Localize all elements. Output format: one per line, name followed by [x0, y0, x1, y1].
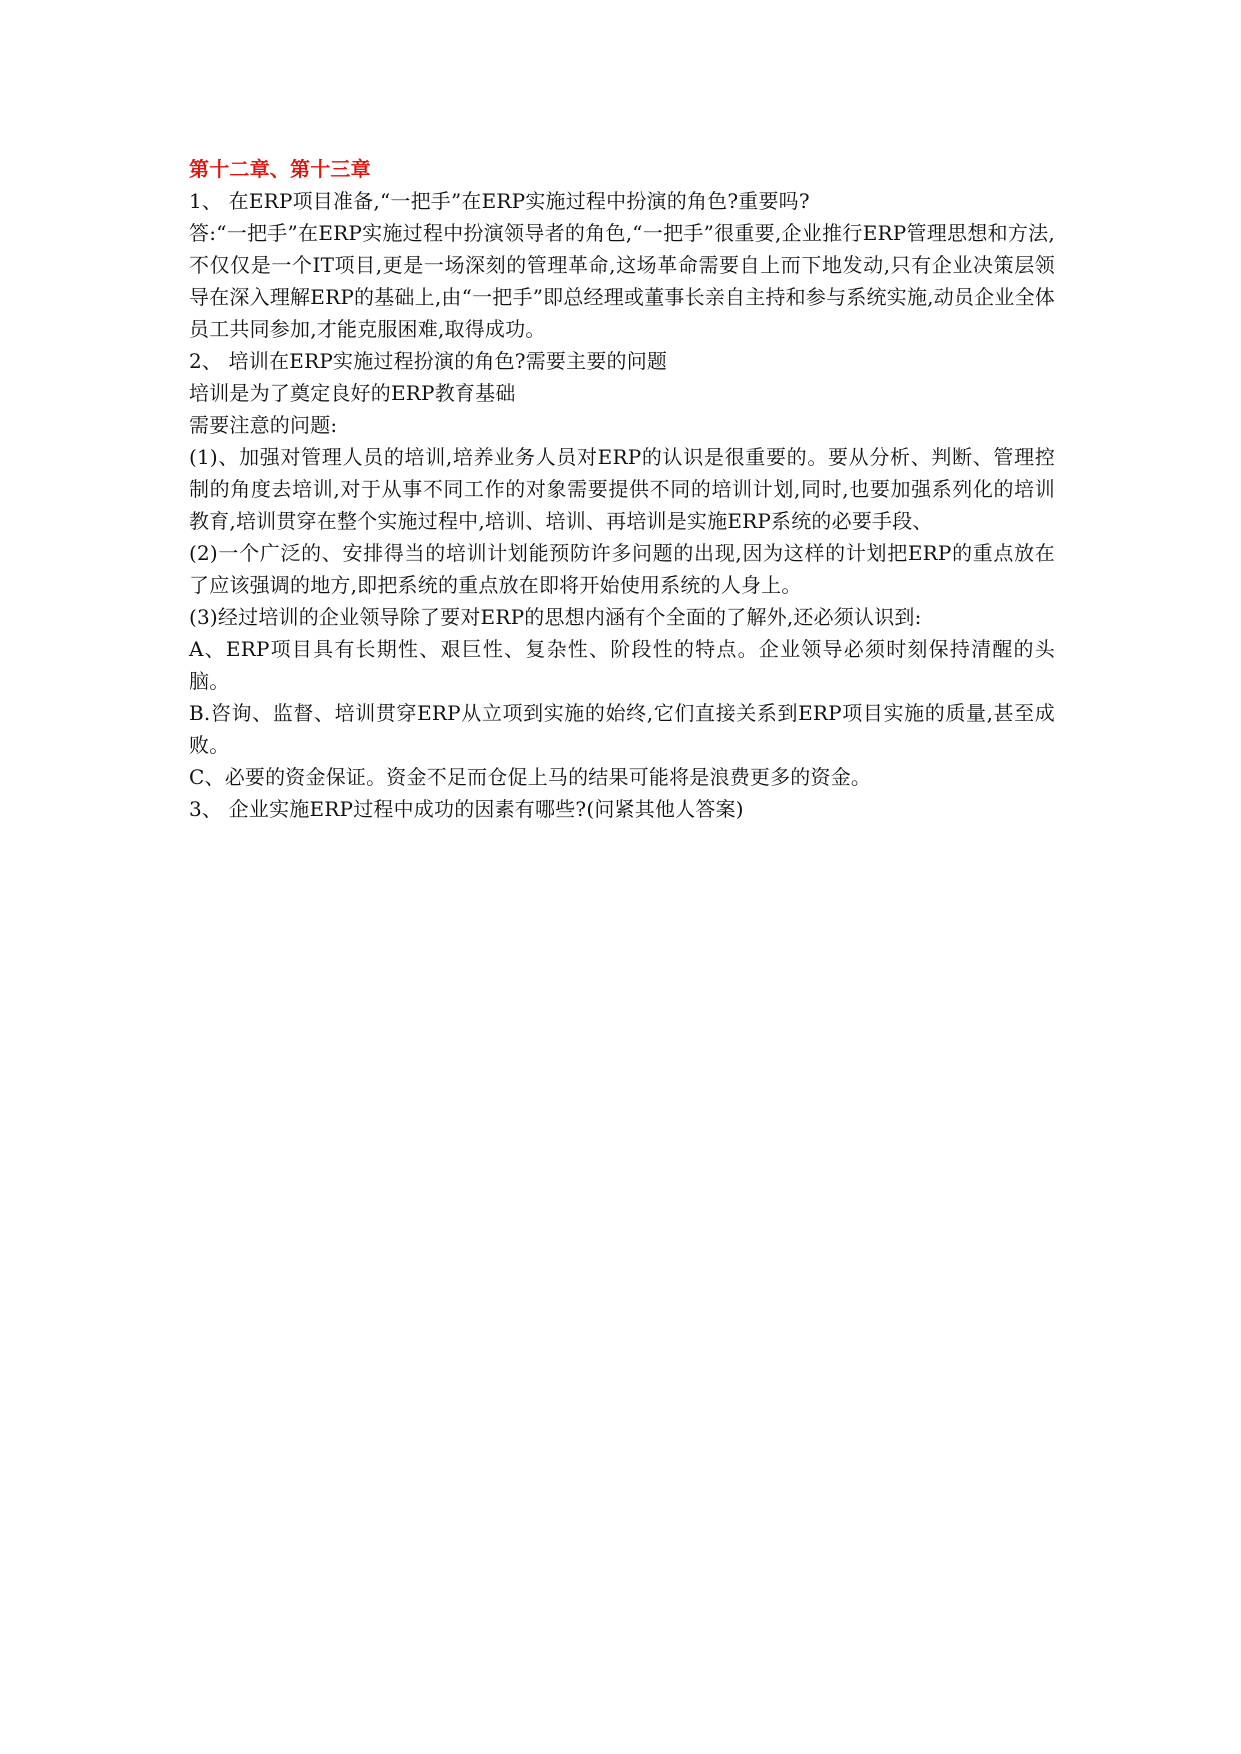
answer-2-point-3: (3)经过培训的企业领导除了要对ERP的思想内涵有个全面的了解外,还必须认识到:	[189, 605, 922, 629]
answer-2-point-1: (1)、加强对管理人员的培训,培养业务人员对ERP的认识是很重要的。要从分析、判断、管理控制的角度去培训,对于从事不同工作的对象需要提供不同的培训计划,同时,也要加强系列化的培训教育,培训贯穿在整个实施过程中,培训、培训、再培训是实施ERP系统的必要手段、	[189, 445, 1055, 533]
answer-2-item-a: A、ERP项目具有长期性、艰巨性、复杂性、阶段性的特点。企业领导必须时刻保持清醒的头脑。	[189, 637, 1055, 693]
chapter-title: 第十二章、第十三章	[189, 157, 371, 181]
question-2: 2、 培训在ERP实施过程扮演的角色?需要主要的问题	[189, 349, 668, 373]
question-3: 3、 企业实施ERP过程中成功的因素有哪些?(问紧其他人答案)	[189, 797, 744, 821]
answer-2-item-b: B.咨询、监督、培训贯穿ERP从立项到实施的始终,它们直接关系到ERP项目实施的质量,甚至成败。	[189, 701, 1055, 757]
question-1: 1、 在ERP项目准备,“一把手”在ERP实施过程中扮演的角色?重要吗?	[189, 189, 810, 213]
answer-2-item-c: C、必要的资金保证。资金不足而仓促上马的结果可能将是浪费更多的资金。	[189, 765, 872, 789]
answer-2-point-2: (2)一个广泛的、安排得当的培训计划能预防许多问题的出现,因为这样的计划把ERP的重点放在了应该强调的地方,即把系统的重点放在即将开始使用系统的人身上。	[189, 541, 1055, 597]
answer-2-intro: 培训是为了奠定良好的ERP教育基础	[189, 381, 516, 405]
answer-1: 答:“一把手”在ERP实施过程中扮演领导者的角色,“一把手”很重要,企业推行ERP管理思想和方法,不仅仅是一个IT项目,更是一场深刻的管理革命,这场革命需要自上而下地发动,只有企业决策层领导在深入理解ERP的基础上,由“一把手”即总经理或董事长亲自主持和参与系统实施,动员企业全体员工共同参加,才能克服困难,取得成功。	[189, 221, 1055, 341]
document-body	[189, 153, 1055, 825]
answer-2-subheading: 需要注意的问题:	[189, 413, 338, 437]
